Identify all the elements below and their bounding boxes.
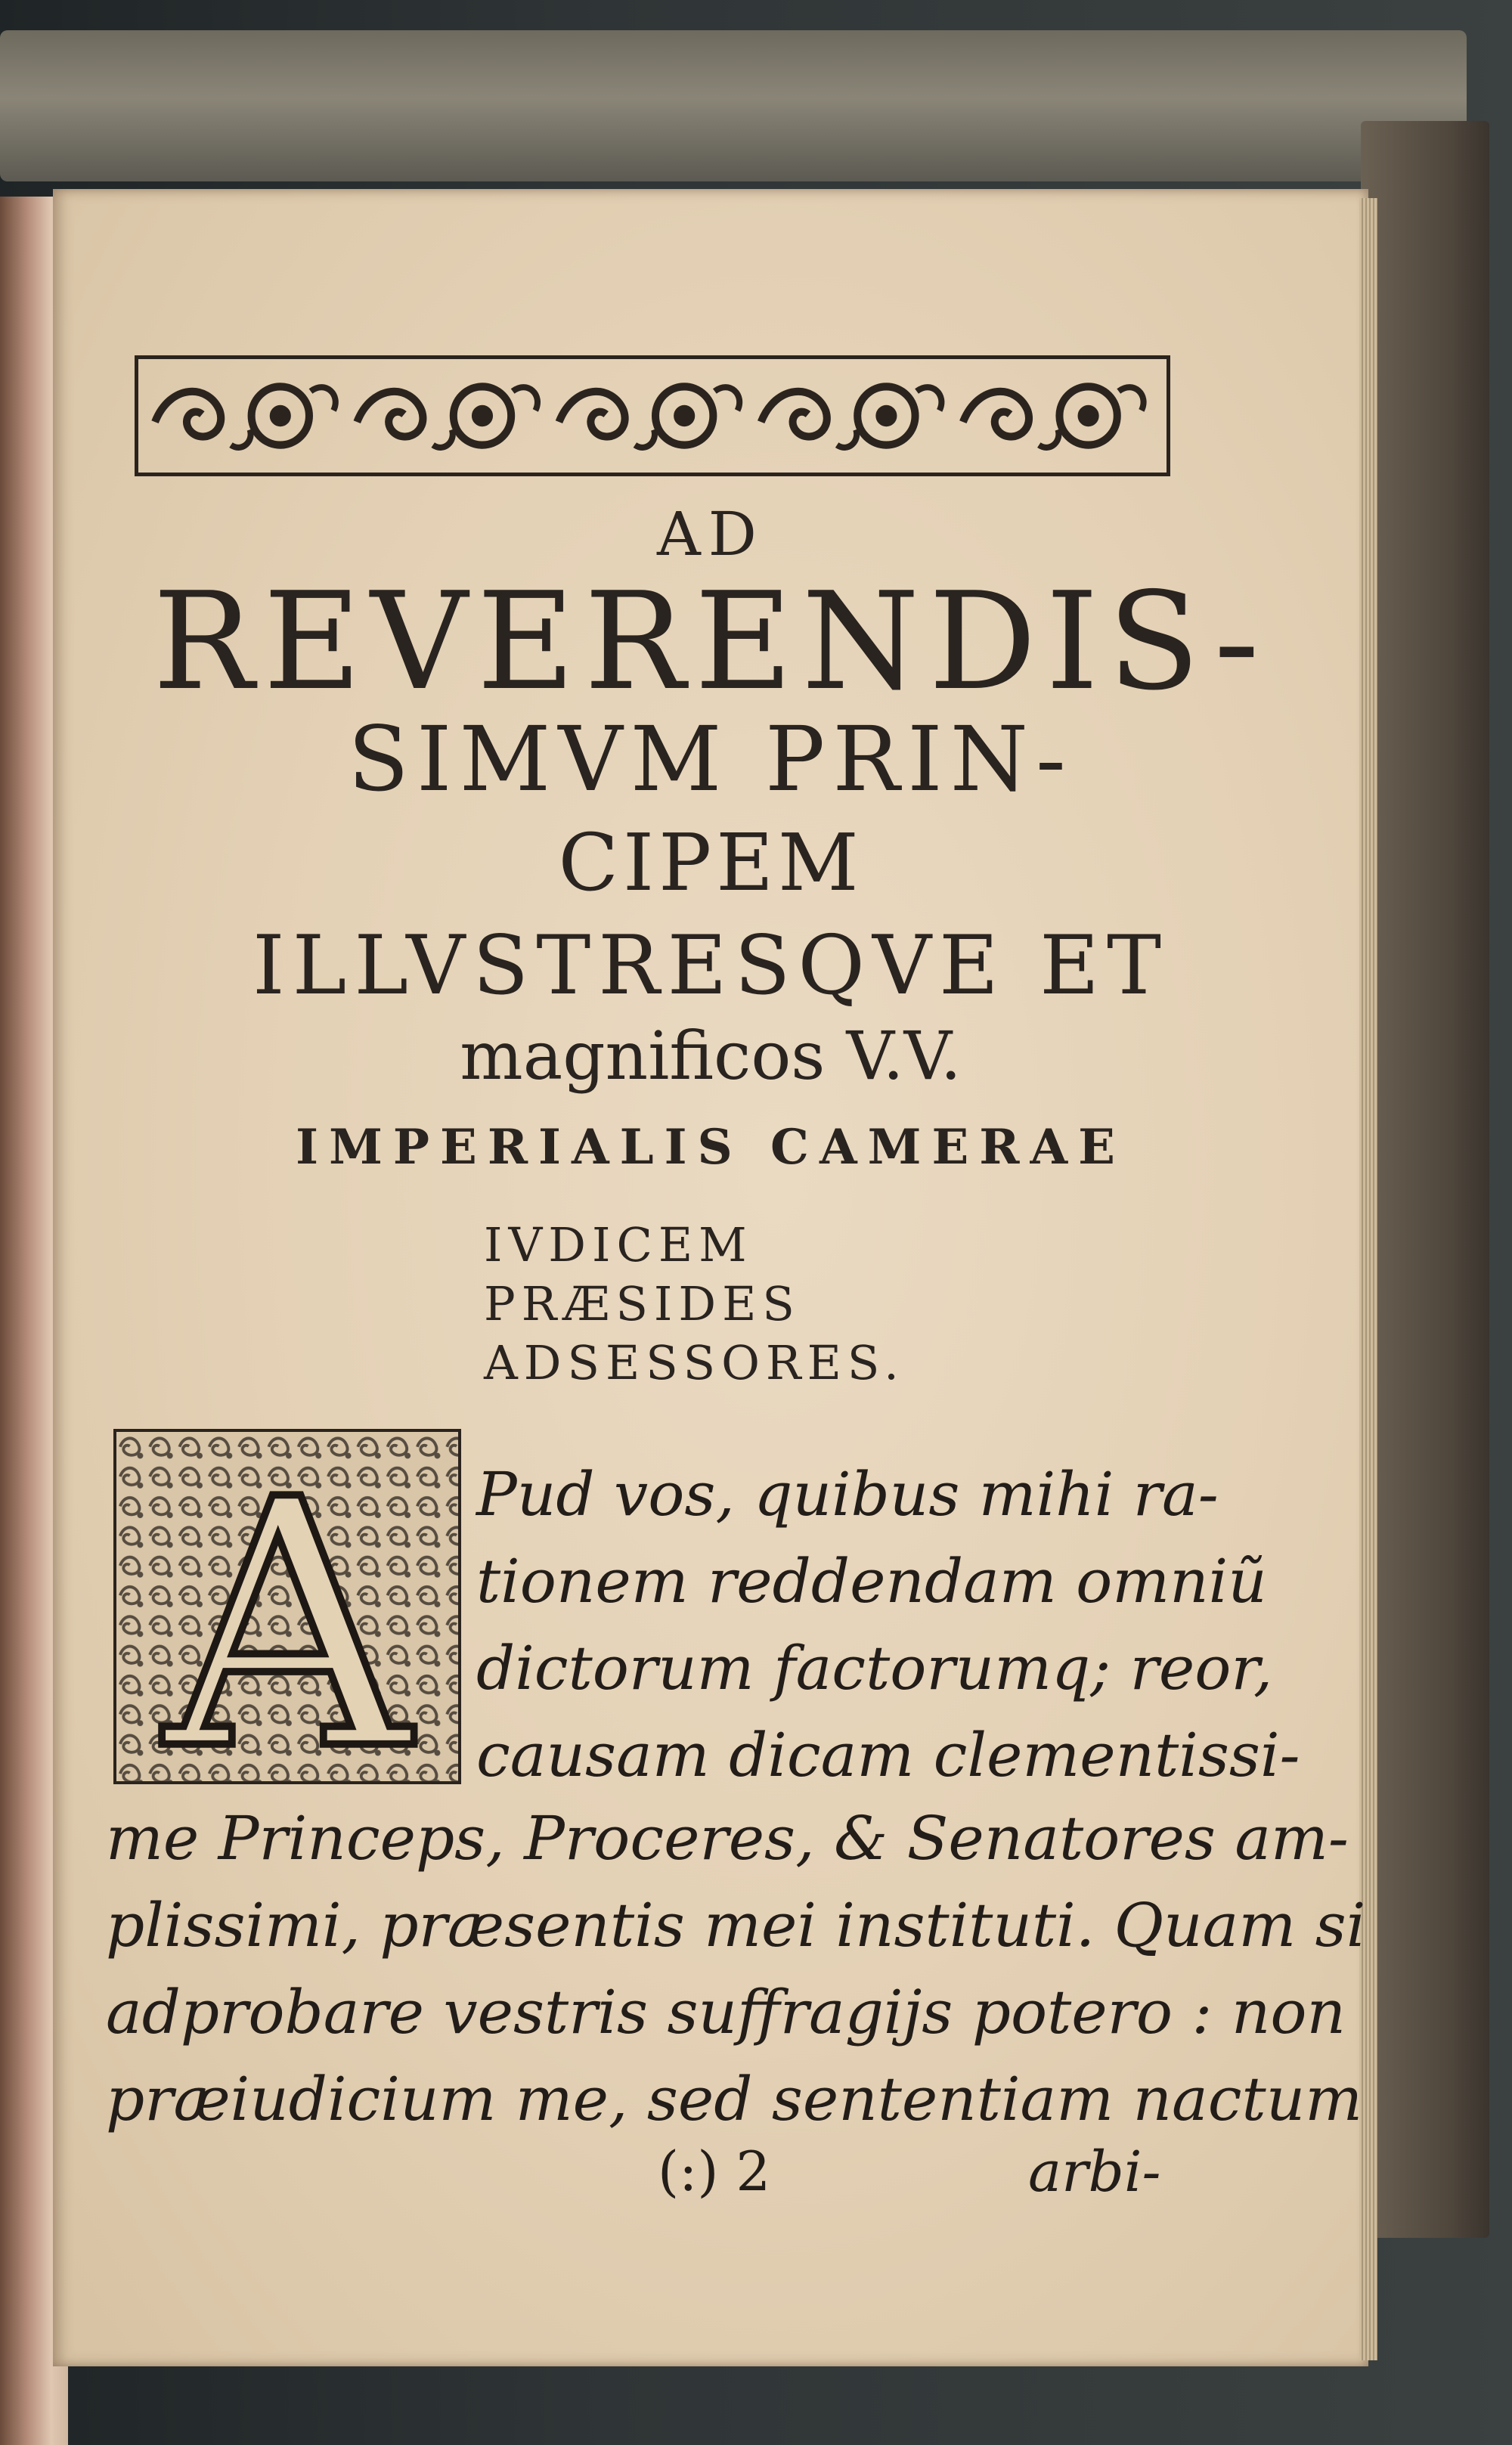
heading-illustresque: ILLVSTRESQVE ET (252, 919, 1170, 1013)
heading-simum-principem: SIMVM PRIN- (348, 707, 1074, 811)
scroll-ornament-icon (963, 386, 1144, 448)
heading-cipem: CIPEM (558, 817, 863, 909)
heading-ad: AD (657, 499, 764, 569)
decorated-initial (113, 1429, 461, 1784)
body-line: dictorum factorumq; reor, (476, 1633, 1273, 1703)
body-line: plissimi, præsentis mei instituti. Quam si (106, 1890, 1366, 1960)
body-line: causam dicam clementissi- (476, 1720, 1300, 1790)
recipient-praesides: PRÆSIDES (484, 1276, 801, 1331)
body-line: præiudicium me, sed sententiam nactum (106, 2064, 1363, 2134)
scroll-ornament-icon (357, 386, 538, 448)
heading-magnificos: magnificos V.V. (460, 1017, 962, 1095)
recipient-iudicem: IVDICEM (484, 1217, 753, 1272)
recipient-adsessores: ADSESSORES. (484, 1335, 905, 1390)
scroll-ornament-icon (155, 386, 336, 448)
scroll-ornament-icon (761, 386, 942, 448)
heading-imperialis-camerae: IMPERIALIS CAMERAE (296, 1119, 1126, 1176)
book-cover-right (1361, 121, 1489, 2238)
body-line: tionem reddendam omniũ (476, 1546, 1267, 1616)
body-line: adprobare vestris suffragijs potero : non (106, 1977, 1346, 2047)
initial-letter-glyph: A (163, 1432, 411, 1781)
body-line: Pud vos, quibus mihi ra- (476, 1459, 1219, 1529)
scroll-ornament-icon (559, 386, 739, 448)
ornamental-headpiece (135, 355, 1170, 476)
decorated-initial-a-icon (116, 1432, 458, 1781)
heading-reverendis: REVERENDIS- (153, 563, 1269, 720)
body-line: me Princeps, Proceres, & Senatores am- (106, 1803, 1349, 1873)
signature-mark: (:) 2 (658, 2140, 771, 2203)
headpiece-ornament-icon (147, 368, 1157, 463)
catchword: arbi- (1028, 2140, 1161, 2205)
book-cover-top (0, 30, 1467, 181)
